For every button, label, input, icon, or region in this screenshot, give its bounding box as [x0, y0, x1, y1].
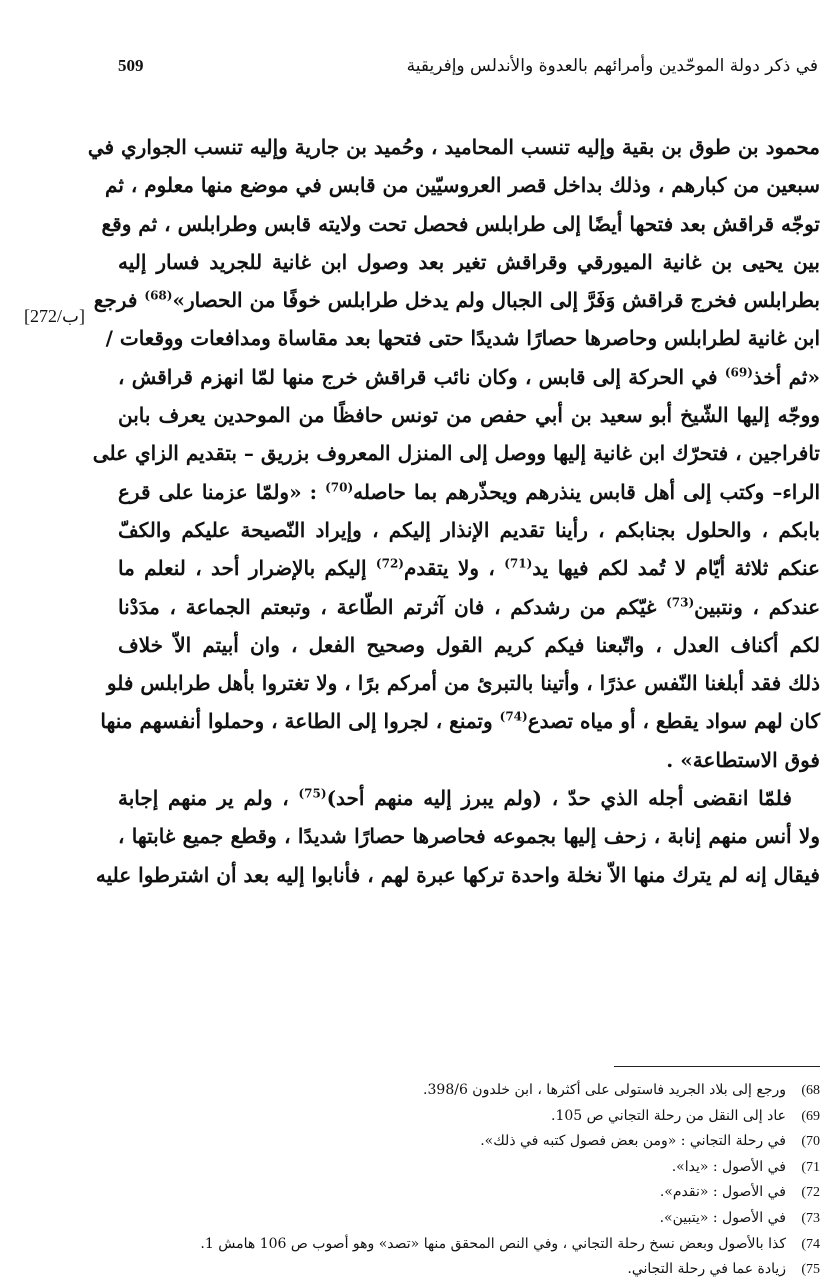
body-text — [87, 128, 821, 894]
footnote-reference: (73) — [666, 594, 695, 609]
text-line: عندكم ، ونتبين$^{(73)}$ غيّكم من رشدكم ، فان آثرتم الطّاعة ، وتبعتم الجماعة ، مدَدْنا — [118, 594, 820, 619]
text-line: بابكم ، والحلول بجنابكم ، رأينا تقديم الإنذار إليكم ، وإيراد النّصيحة عليكم والكفّ — [118, 517, 820, 542]
footnote-number: 73) — [801, 1210, 820, 1226]
manuscript-folio-marker: [272/ب] — [24, 306, 85, 326]
text-line: ابن غانية لطرابلس وحاصرها حصارًا شديدًا حتى فتحها بعد مقاساة ومدافعات ووقعات / — [105, 326, 820, 351]
text-line: بطرابلس فخرج قراقش وَفَرَّ إلى الجبال ولم يدخل طرابلس خوفًا من الحصار»$^{(68)}$ فرجع — [93, 288, 820, 313]
text-line: ذلك فقد أبلغنا النّفس عذرًا ، وأتينا بالتبرئ من أمركم برًا ، ولا تغتروا بأهل طرابلس فلو — [106, 671, 820, 696]
running-head: في ذكر دولة الموحّدين وأمرائهم بالعدوة والأندلس وإفريقية — [406, 56, 818, 76]
footnote-reference: (75) — [298, 786, 327, 801]
text-line: كان لهم سواد يقطع ، أو مياه تصدع$^{(74)}$ وتمنع ، لجروا إلى الطاعة ، وحملوا أنفسهم منها — [100, 709, 820, 734]
footnote-number: 70) — [801, 1134, 820, 1150]
text-line: سبعين من كبارهم ، وذلك بداخل قصر العروسيّين من قابس في موضع منها معلوم ، ثم — [105, 173, 820, 198]
footnote — [118, 1129, 820, 1155]
footnote-text: ورجع إلى بلاد الجريد فاستولى على أكثرها ، ابن خلدون 398/6. — [423, 1082, 786, 1098]
footnote — [118, 1257, 820, 1283]
footnote — [118, 1078, 820, 1104]
page-number: 509 — [118, 56, 144, 75]
text-line: توجّه قراقش بعد فتحها أيضًا إلى طرابلس فحصل تحت ولايته قابس وطرابلس ، ثم وقع — [101, 211, 820, 236]
footnote-text: زيادة عما في رحلة التجاني. — [627, 1261, 786, 1278]
footnote-reference: (70) — [325, 480, 354, 495]
footnote-reference: (71) — [504, 556, 533, 571]
text-line: بين يحيى بن غانية الميورقي وقراقش تغير بعد وصول ابن غانية للجريد فسار إليه — [118, 249, 820, 274]
text-line: فوق الاستطاعة» . — [666, 747, 820, 772]
text-line: ووجّه إليها الشّيخ أبو سعيد بن أبي حفص من تونس حافظًا من الموحدين يعرف بابن — [118, 403, 820, 428]
text-line: لكم أكناف العدل ، واتّبعنا فيكم كريم القول وصحيح الفعل ، وان أبيتم الاّ خلاف — [118, 632, 820, 657]
footnote-text: في رحلة التجاني : «ومن بعض فصول كتبه في ذلك». — [480, 1133, 786, 1150]
footnote-text: عاد إلى النقل من رحلة التجاني ص 105. — [551, 1107, 786, 1124]
footnote-number: 75) — [801, 1262, 820, 1278]
footnote-reference: (74) — [499, 709, 528, 724]
footnote-separator — [614, 1066, 820, 1067]
footnote-text: في الأصول : «يدا». — [671, 1158, 786, 1175]
text-line: «ثم أخذ$^{(69)}$ في الحركة إلى قابس ، وكان نائب قراقش خرج منها لمّا انهزم قراقش ، — [118, 364, 820, 389]
footnotes — [118, 1078, 820, 1283]
text-line: محمود بن طوق بن بقية وإليه تنسب المحاميد ، وحُميد بن جارية وإليه تنسب الجواري في — [87, 135, 820, 159]
text-line: ولا أنس منهم إنابة ، زحف إليها بجموعه فحاصرها حصارًا شديدًا ، وقطع جميع غابتها ، — [118, 824, 820, 849]
footnote — [118, 1155, 820, 1181]
footnote — [118, 1180, 820, 1206]
footnote — [118, 1206, 820, 1232]
text-line: فلمّا انقضى أجله الذي حدّ ، (ولم يبرز إليه منهم أحد)$^{(75)}$ ، ولم ير منهم إجابة — [118, 786, 792, 811]
footnote-number: 72) — [801, 1185, 820, 1201]
footnote-text: في الأصول : «نقدم». — [659, 1184, 786, 1201]
text-line: تافراجين ، فتحرّك ابن غانية إليها ووصل إلى المنزل المعروف بزريق – بتقديم الزاي على — [92, 441, 820, 466]
footnote-text: في الأصول : «يتبين». — [659, 1209, 786, 1226]
footnote-number: 69) — [801, 1108, 820, 1124]
footnote-number: 71) — [801, 1159, 820, 1175]
footnote-reference: (69) — [724, 365, 753, 380]
footnote — [118, 1104, 820, 1130]
footnote-reference: (72) — [375, 556, 404, 571]
text-line: الراء– وكتب إلى أهل قابس ينذرهم ويحذّرهم بما حاصله$^{(70)}$ : «ولمّا عزمنا على قرع — [118, 479, 821, 504]
footnote-reference: (68) — [144, 288, 173, 303]
text-line: فيقال إنه لم يترك منها الاّ نخلة واحدة تركها عبرة لهم ، فأنابوا إليه بعد أن اشترطوا عليه — [95, 862, 820, 887]
footnote — [118, 1232, 820, 1258]
footnote-number: 74) — [801, 1236, 820, 1252]
footnote-text: كذا بالأصول وبعض نسخ رحلة التجاني ، وفي النص المحقق منها «تصد» وهو أصوب ص 106 هامش 1. — [200, 1235, 786, 1252]
page-header — [118, 56, 818, 90]
text-line: عنكم ثلاثة أيّام لا تُمد لكم فيها يد$^{(71)}$ ، ولا يتقدم$^{(72)}$ إليكم بالإضرار أحد ، لنعلم ما — [118, 556, 820, 581]
footnote-number: 68) — [801, 1083, 820, 1098]
